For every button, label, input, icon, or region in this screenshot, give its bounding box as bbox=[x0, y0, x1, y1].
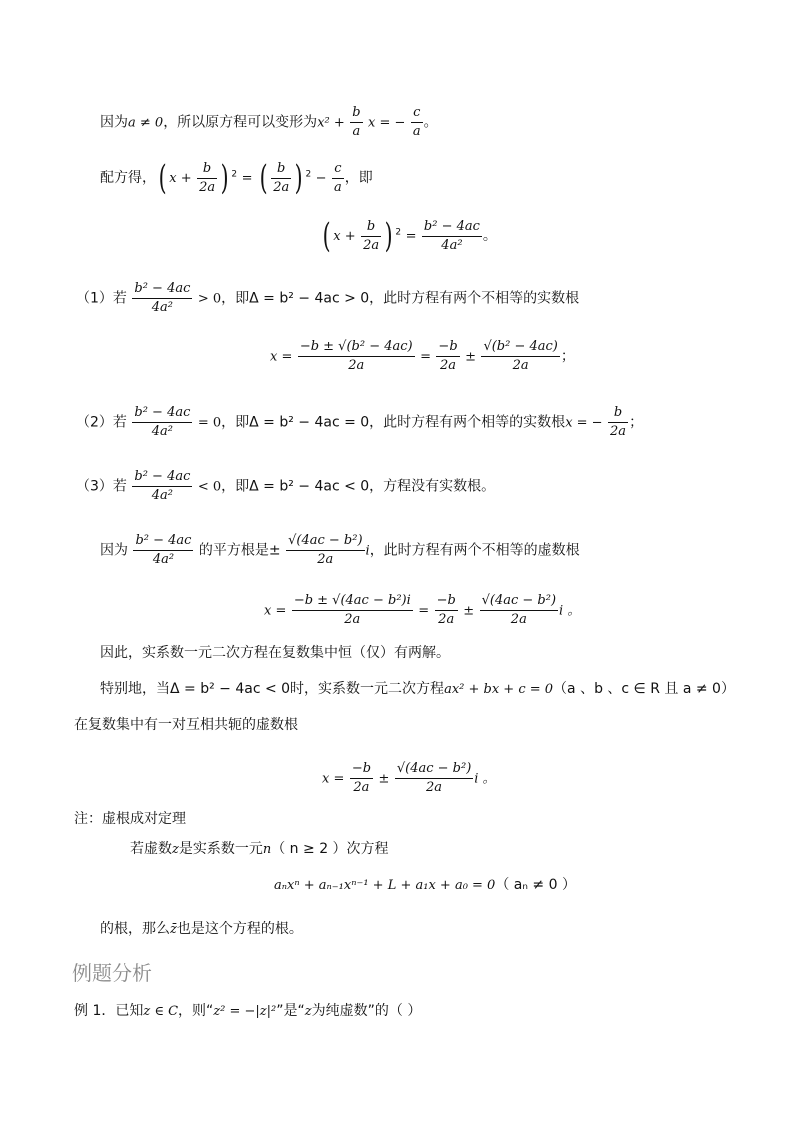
text: ，即 bbox=[344, 170, 373, 186]
fraction: $\frac{c}{a}$ bbox=[334, 160, 342, 195]
case-3: （3）若 $\frac{\text{b² − 4ac}}{\text{4a²}}$ < 0，即Δ = b² − 4ac < 0，方程没有实数根。 bbox=[76, 469, 496, 503]
theorem-equation: aₙxⁿ + aₙ₋₁xⁿ⁻¹ + L + a₁x + a₀ = 0（ aₙ ≠ 0 ） bbox=[274, 877, 576, 893]
math: a ≠ 0 bbox=[128, 115, 164, 131]
theorem-line-1: 若虚数z是实系数一元n（ n ≥ 2 ）次方程 bbox=[130, 841, 389, 857]
case-3-sqrt: 因为 $\frac{\text{b² − 4ac}}{\text{4a²}}$ 的平方根是± $\frac{\text{√(4ac − b²)}}{2a}$ i，此时方程有两个不相等的虚数根 bbox=[100, 533, 580, 567]
text: 配方得， bbox=[100, 170, 156, 186]
fraction: $\frac{\text{b² − 4ac}}{\text{4a²}}$ bbox=[423, 218, 480, 253]
line-1 bbox=[100, 104, 438, 141]
example-1: 例 1．已知z ∈ C，则“z² = −|z|²”是“z为纯虚数”的（ ） bbox=[74, 1003, 422, 1019]
text: 。 bbox=[423, 114, 438, 131]
section-heading: 例题分析 bbox=[72, 961, 152, 985]
text: 因为 bbox=[100, 114, 128, 131]
line-3: ( x + $\frac{b}{2a}$ ) $^2$ = $\frac{\text{b² − 4ac}}{\text{4a²}}$ 。 bbox=[322, 216, 497, 256]
math: x + bbox=[169, 171, 192, 186]
paragraph-conclusion: 因此，实系数一元二次方程在复数集中恒（仅）有两解。 bbox=[100, 645, 450, 661]
note-title: 注：虚根成对定理 bbox=[74, 811, 186, 827]
case-2: （2）若 $\frac{\text{b² − 4ac}}{\text{4a²}}$ = 0，即Δ = b² − 4ac = 0，此时方程有两个相等的实数根x = − $\frac{b}{2a}$ ； bbox=[76, 405, 644, 439]
paragraph-conjugate: 在复数集中有一对互相共轭的虚数根 bbox=[74, 717, 298, 733]
case-1-roots: x = $\frac{\text{−b ± √(b² − 4ac)}}{2a}$ = $\frac{-b}{2a}$ ± $\frac{\text{√(b² − 4ac)}}{2a}$ ； bbox=[270, 339, 575, 373]
paragraph-special: 特别地，当Δ = b² − 4ac < 0时，实系数一元二次方程ax² + bx + c = 0（a 、b 、c ∈ R 且 a ≠ 0） bbox=[100, 681, 735, 697]
fraction: $\frac{c}{a}$ bbox=[412, 105, 421, 139]
fraction: $\frac{b}{2a}$ bbox=[199, 160, 216, 195]
line-2: 配方得，( x + $\frac{b}{2a}$ ) $^2$ = ( $\frac{b}{2a}$ ) $^2$ − $\frac{c}{a}$ ，即 bbox=[100, 158, 373, 198]
conjugate-roots: x = $\frac{-b}{2a}$ ± $\frac{\text{√(4ac − b²)}}{2a}$ i 。 bbox=[322, 761, 496, 795]
math: x² + bbox=[317, 115, 345, 131]
theorem-line-3: 的根，那么z̄也是这个方程的根。 bbox=[100, 921, 303, 937]
text: ，所以原方程可以变形为 bbox=[163, 114, 318, 131]
math: x = − bbox=[368, 115, 406, 131]
fraction: $\frac{b}{2a}$ bbox=[273, 160, 290, 195]
case-3-roots: x = $\frac{\text{−b ± √(4ac − b²)i}}{2a}$ = $\frac{-b}{2a}$ ± $\frac{\text{√(4ac − b²)}}{2a}$ i 。 bbox=[264, 593, 581, 627]
case-1: （1）若 $\frac{\text{b² − 4ac}}{\text{4a²}}$ > 0，即Δ = b² − 4ac > 0，此时方程有两个不相等的实数根 bbox=[76, 281, 580, 315]
fraction: $\frac{b}{a}$ bbox=[352, 105, 361, 139]
